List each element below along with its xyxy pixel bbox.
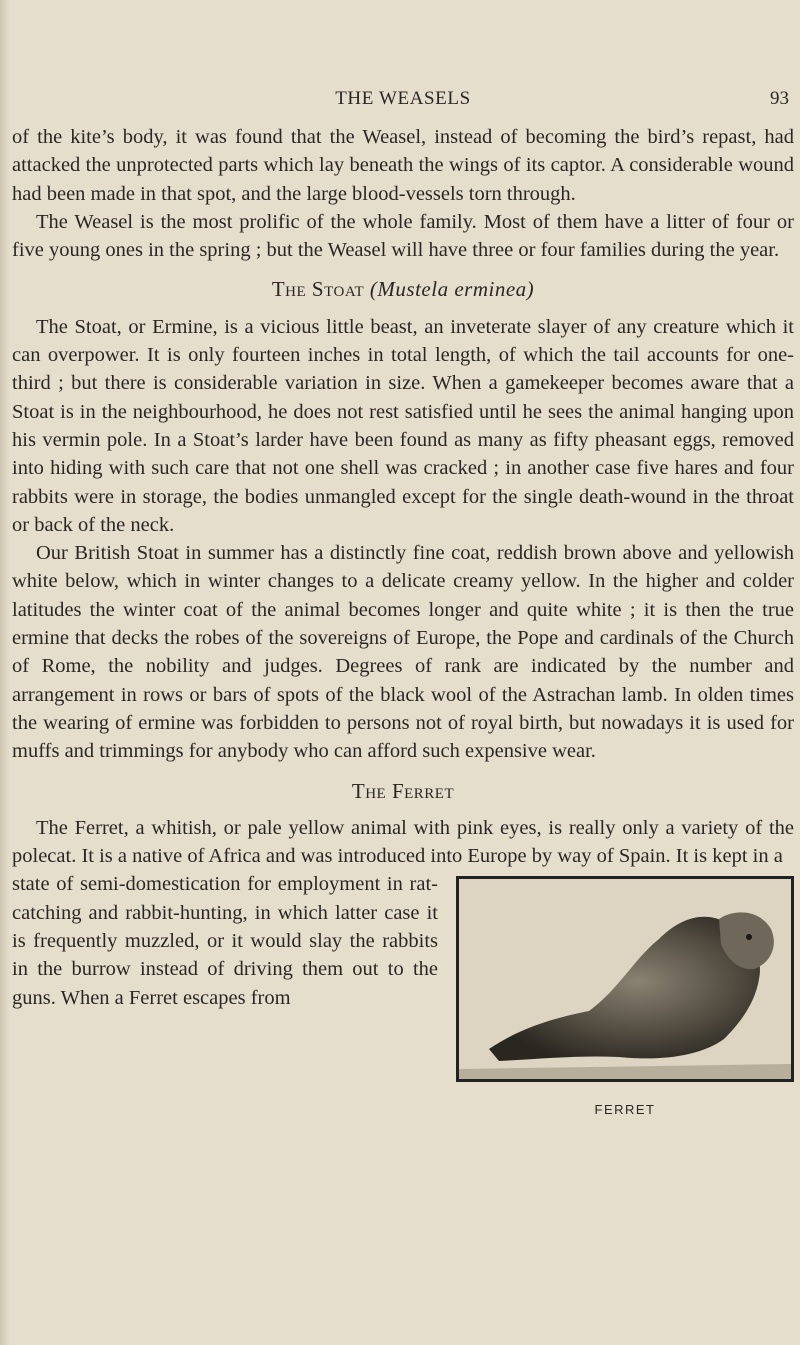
ferret-photo-frame [456, 876, 794, 1082]
paragraph: state of semi-domestication for employment in rat-catching and rabbit-hunting, in which latter case it is frequently muzzled, or it would slay the rabbits in the burrow instead of driving them out to the guns. When a Ferret escapes from [12, 873, 438, 1009]
page-gutter-shadow [0, 0, 10, 1345]
heading-title: The Stoat [271, 277, 365, 302]
paragraph: Our British Stoat in summer has a distinctly fine coat, reddish brown above and yellowish white below, which in winter changes to a delicate creamy yellow. In the higher and colder latitudes the winter coat of the animal becomes longer and quite white ; it is then the true ermine that decks the robes of the sovereigns of Europe, the Pope and cardinals of the Church of Rome, the nobility and judges. Degrees of rank are indicated by the number and arrangement in rows or bars of spots of the black wool of the Astrachan lamb. In olden times the wearing of ermine was forbidden to persons not of royal birth, but nowadays it is used for muffs and trimmings for anybody who can afford such expensive wear. [12, 542, 794, 763]
ferret-figure [456, 876, 794, 1124]
heading-latin-name: (Mustela erminea) [369, 277, 535, 302]
paragraph: The Ferret, a whitish, or pale yellow animal with pink eyes, is really only a variety of the polecat. It is a native of Africa and was introduced into Europe by way of Spain. It is kept in a [12, 816, 794, 868]
page-number: 93 [770, 88, 789, 109]
section-heading-stoat [12, 275, 794, 303]
running-head [12, 88, 794, 114]
heading-title: The Ferret [351, 778, 455, 803]
book-page [12, 0, 794, 1345]
ferret-photo [459, 879, 791, 1079]
body-text [12, 123, 794, 1125]
ferret-eye [746, 934, 752, 940]
section-heading-ferret [12, 777, 794, 805]
paragraph: The Stoat, or Ermine, is a vicious little beast, an inveterate slayer of any creature which it can overpower. It is only fourteen inches in total length, of which the tail accounts for one-third ; but there is considerable variation in size. When a gamekeeper becomes aware that a Stoat is in the neighbourhood, he does not rest satisfied until he sees the animal hanging upon his vermin pole. In a Stoat’s larder have been found as many as fifty pheasant eggs, removed into hiding with such care that not one shell was cracked ; in another case five hares and four rabbits were in storage, the bodies unmangled except for the single death-wound in the throat or back of the neck. [12, 315, 794, 536]
paragraph: The Weasel is the most prolific of the whole family. Most of them have a litter of four or five young ones in the spring ; but the Weasel will have three or four families during the year. [12, 210, 794, 262]
figure-caption: FERRET [594, 1102, 656, 1118]
running-title: THE WEASELS [335, 88, 471, 109]
paragraph: of the kite’s body, it was found that the Weasel, instead of becoming the bird’s repast, had attacked the unprotected parts which lay beneath the wings of its captor. A considerable wound had been made in that spot, and the large blood-vessels torn through. [12, 126, 794, 205]
